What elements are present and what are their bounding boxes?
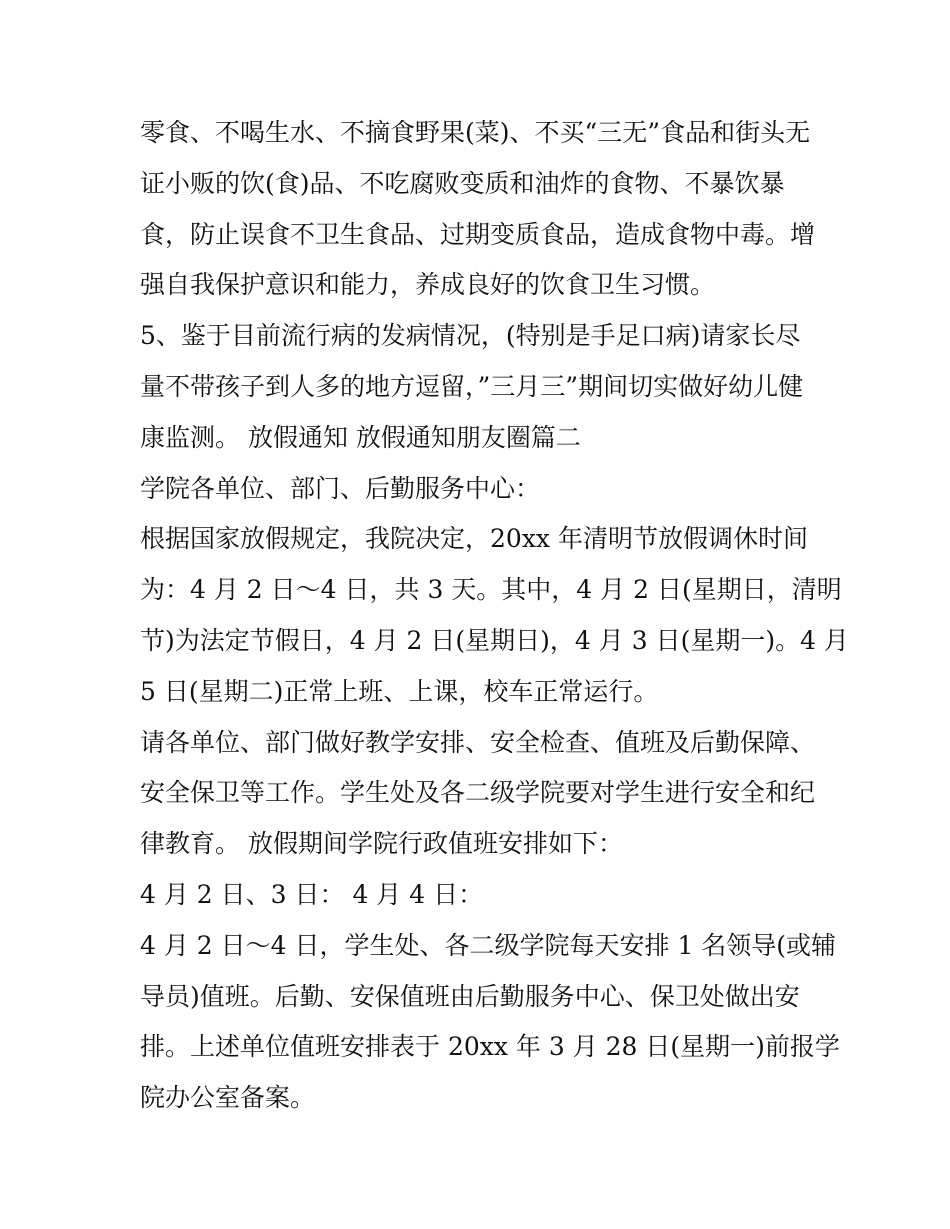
text-line-15: 律教育。 放假期间学院行政值班安排如下：	[140, 829, 623, 859]
document-body	[140, 108, 849, 1124]
text-line-10: 为：4 月 2 日～4 日，共 3 天。其中，4 月 2 日(星期日，清明	[140, 575, 842, 605]
text-line-8: 学院各单位、部门、后勤服务中心：	[140, 473, 541, 503]
text-line-2: 证小贩的饮(食)品、不吃腐败变质和油炸的食物、不暴饮暴	[140, 168, 785, 198]
text-line-5: 5、鉴于目前流行病的发病情况，(特别是手足口病)请家长尽	[140, 321, 801, 351]
text-line-13: 请各单位、部门做好教学安排、安全检查、值班及后勤保障、	[140, 727, 816, 757]
text-line-1: 零食、不喝生水、不摘食野果(菜)、不买“三无”食品和街头无	[140, 118, 811, 147]
text-line-17: 4 月 2 日～4 日，学生处、各二级学院每天安排 1 名领导(或辅	[140, 930, 837, 960]
text-line-20: 院办公室备案。	[140, 1083, 316, 1113]
text-line-18: 导员)值班。后勤、安保值班由后勤服务中心、保卫处做出安	[140, 981, 800, 1011]
text-line-3: 食，防止误食不卫生食品、过期变质食品，造成食物中毒。增	[140, 219, 816, 249]
text-line-7: 康监测。 放假通知 放假通知朋友圈篇二	[140, 422, 581, 452]
text-line-12: 5 日(星期二)正常上班、上课，校车正常运行。	[140, 676, 659, 706]
text-line-6: 量不带孩子到人多的地方逗留，”三月三”期间切实做好幼儿健	[140, 371, 804, 401]
text-line-9: 根据国家放假规定，我院决定，20xx 年清明节放假调休时间	[140, 524, 808, 554]
text-line-16: 4 月 2 日、3 日： 4 月 4 日：	[140, 879, 484, 909]
text-line-14: 安全保卫等工作。学生处及各二级学院要对学生进行安全和纪	[140, 778, 816, 808]
text-line-19: 排。上述单位值班安排表于 20xx 年 3 月 28 日(星期一)前报学	[140, 1032, 840, 1062]
text-line-11: 节)为法定节假日，4 月 2 日(星期日)，4 月 3 日(星期一)。4 月	[140, 625, 849, 655]
text-line-4: 强自我保护意识和能力，养成良好的饮食卫生习惯。	[140, 270, 716, 300]
